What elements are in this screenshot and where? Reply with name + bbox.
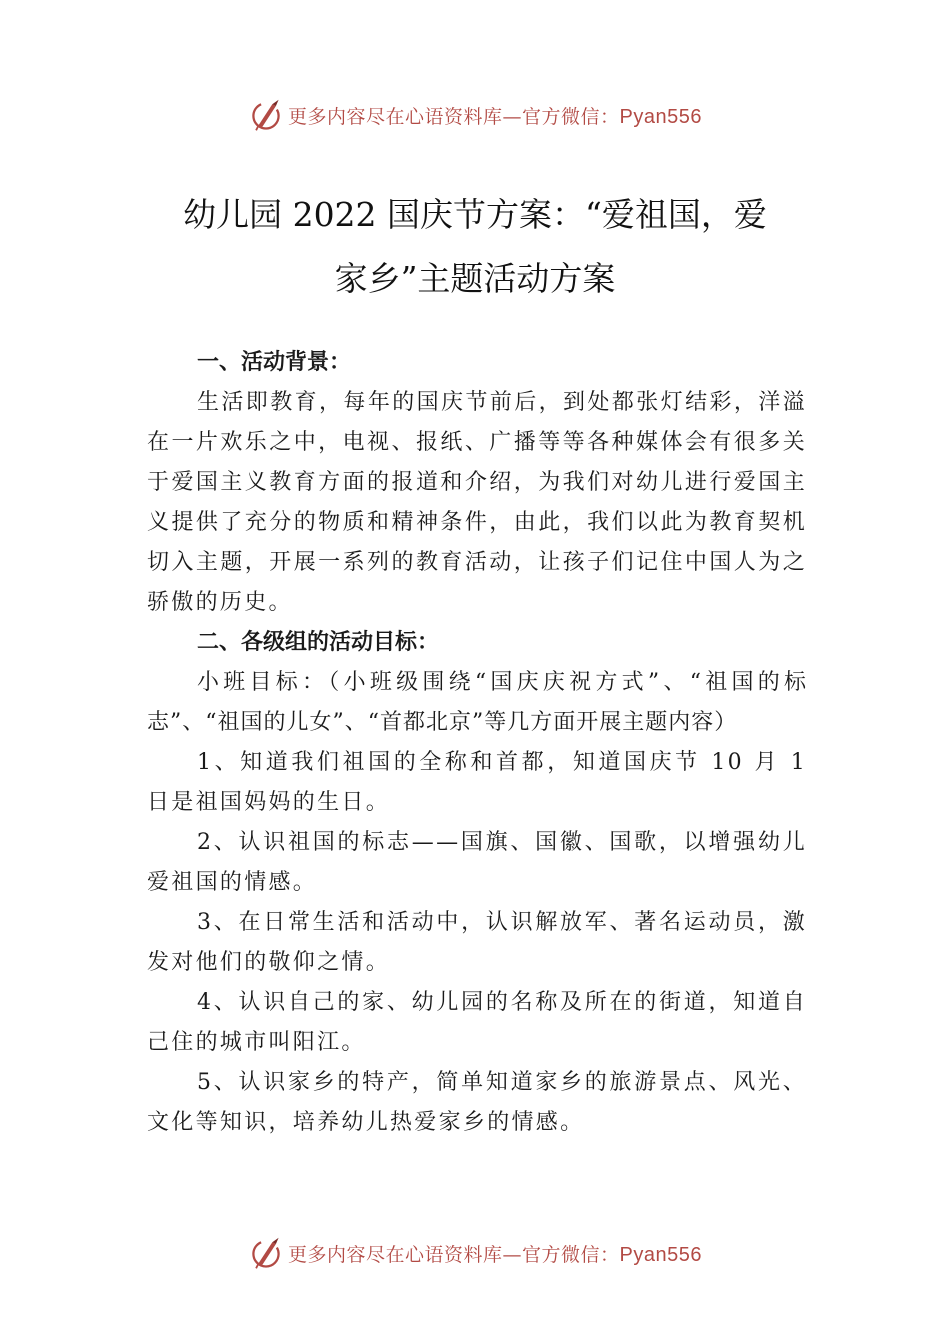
goal-item-4: 4、认识自己的家、幼儿园的名称及所在的街道，知道自己住的城市叫阳江。 — [147, 990, 807, 1055]
small-class-goals-intro: 小班目标：（小班级围绕“国庆庆祝方式”、“祖国的标志”、“祖国的儿女”、“首都北京”等几方面开展主题内容） — [147, 670, 807, 735]
section-heading-background: 一、活动背景： — [197, 350, 352, 375]
quill-pen-logo-icon — [248, 97, 284, 133]
title-line-2: 家乡”主题活动方案 — [334, 259, 616, 298]
goal-item-5: 5、认识家乡的特产，简单知道家乡的旅游景点、风光、文化等知识，培养幼儿热爱家乡的情感。 — [147, 1070, 807, 1135]
wechat-id: Pyan556 — [619, 1243, 702, 1266]
section-heading-goals: 二、各级组的活动目标： — [197, 630, 440, 655]
banner-text: 更多内容尽在心语资料库—官方微信：Pyan556 — [288, 105, 702, 128]
wechat-id: Pyan556 — [619, 105, 702, 128]
goal-item-1: 1、知道我们祖国的全称和首都，知道国庆节 10 月 1 日是祖国妈妈的生日。 — [147, 750, 807, 815]
background-paragraph: 生活即教育，每年的国庆节前后，到处都张灯结彩，洋溢在一片欢乐之中，电视、报纸、广播等等各种媒体会有很多关于爱国主义教育方面的报道和介绍，为我们对幼儿进行爱国主义提供了充分的物质和精神条件，由此，我们以此为教育契机切入主题，开展一系列的教育活动，让孩子们记住中国人为之骄傲的历史。 — [147, 390, 807, 615]
footer-banner — [0, 1233, 950, 1273]
quill-pen-logo-icon — [248, 1235, 284, 1271]
goal-item-3: 3、在日常生活和活动中，认识解放军、著名运动员，激发对他们的敬仰之情。 — [147, 910, 807, 975]
title-line-1: 幼儿园 2022 国庆节方案：“爱祖国，爱 — [183, 195, 767, 234]
header-banner — [0, 95, 950, 135]
document-title — [150, 183, 800, 311]
goal-item-2: 2、认识祖国的标志——国旗、国徽、国歌，以增强幼儿爱祖国的情感。 — [147, 830, 807, 895]
document-body — [147, 343, 807, 1143]
banner-text: 更多内容尽在心语资料库—官方微信：Pyan556 — [288, 1243, 702, 1266]
